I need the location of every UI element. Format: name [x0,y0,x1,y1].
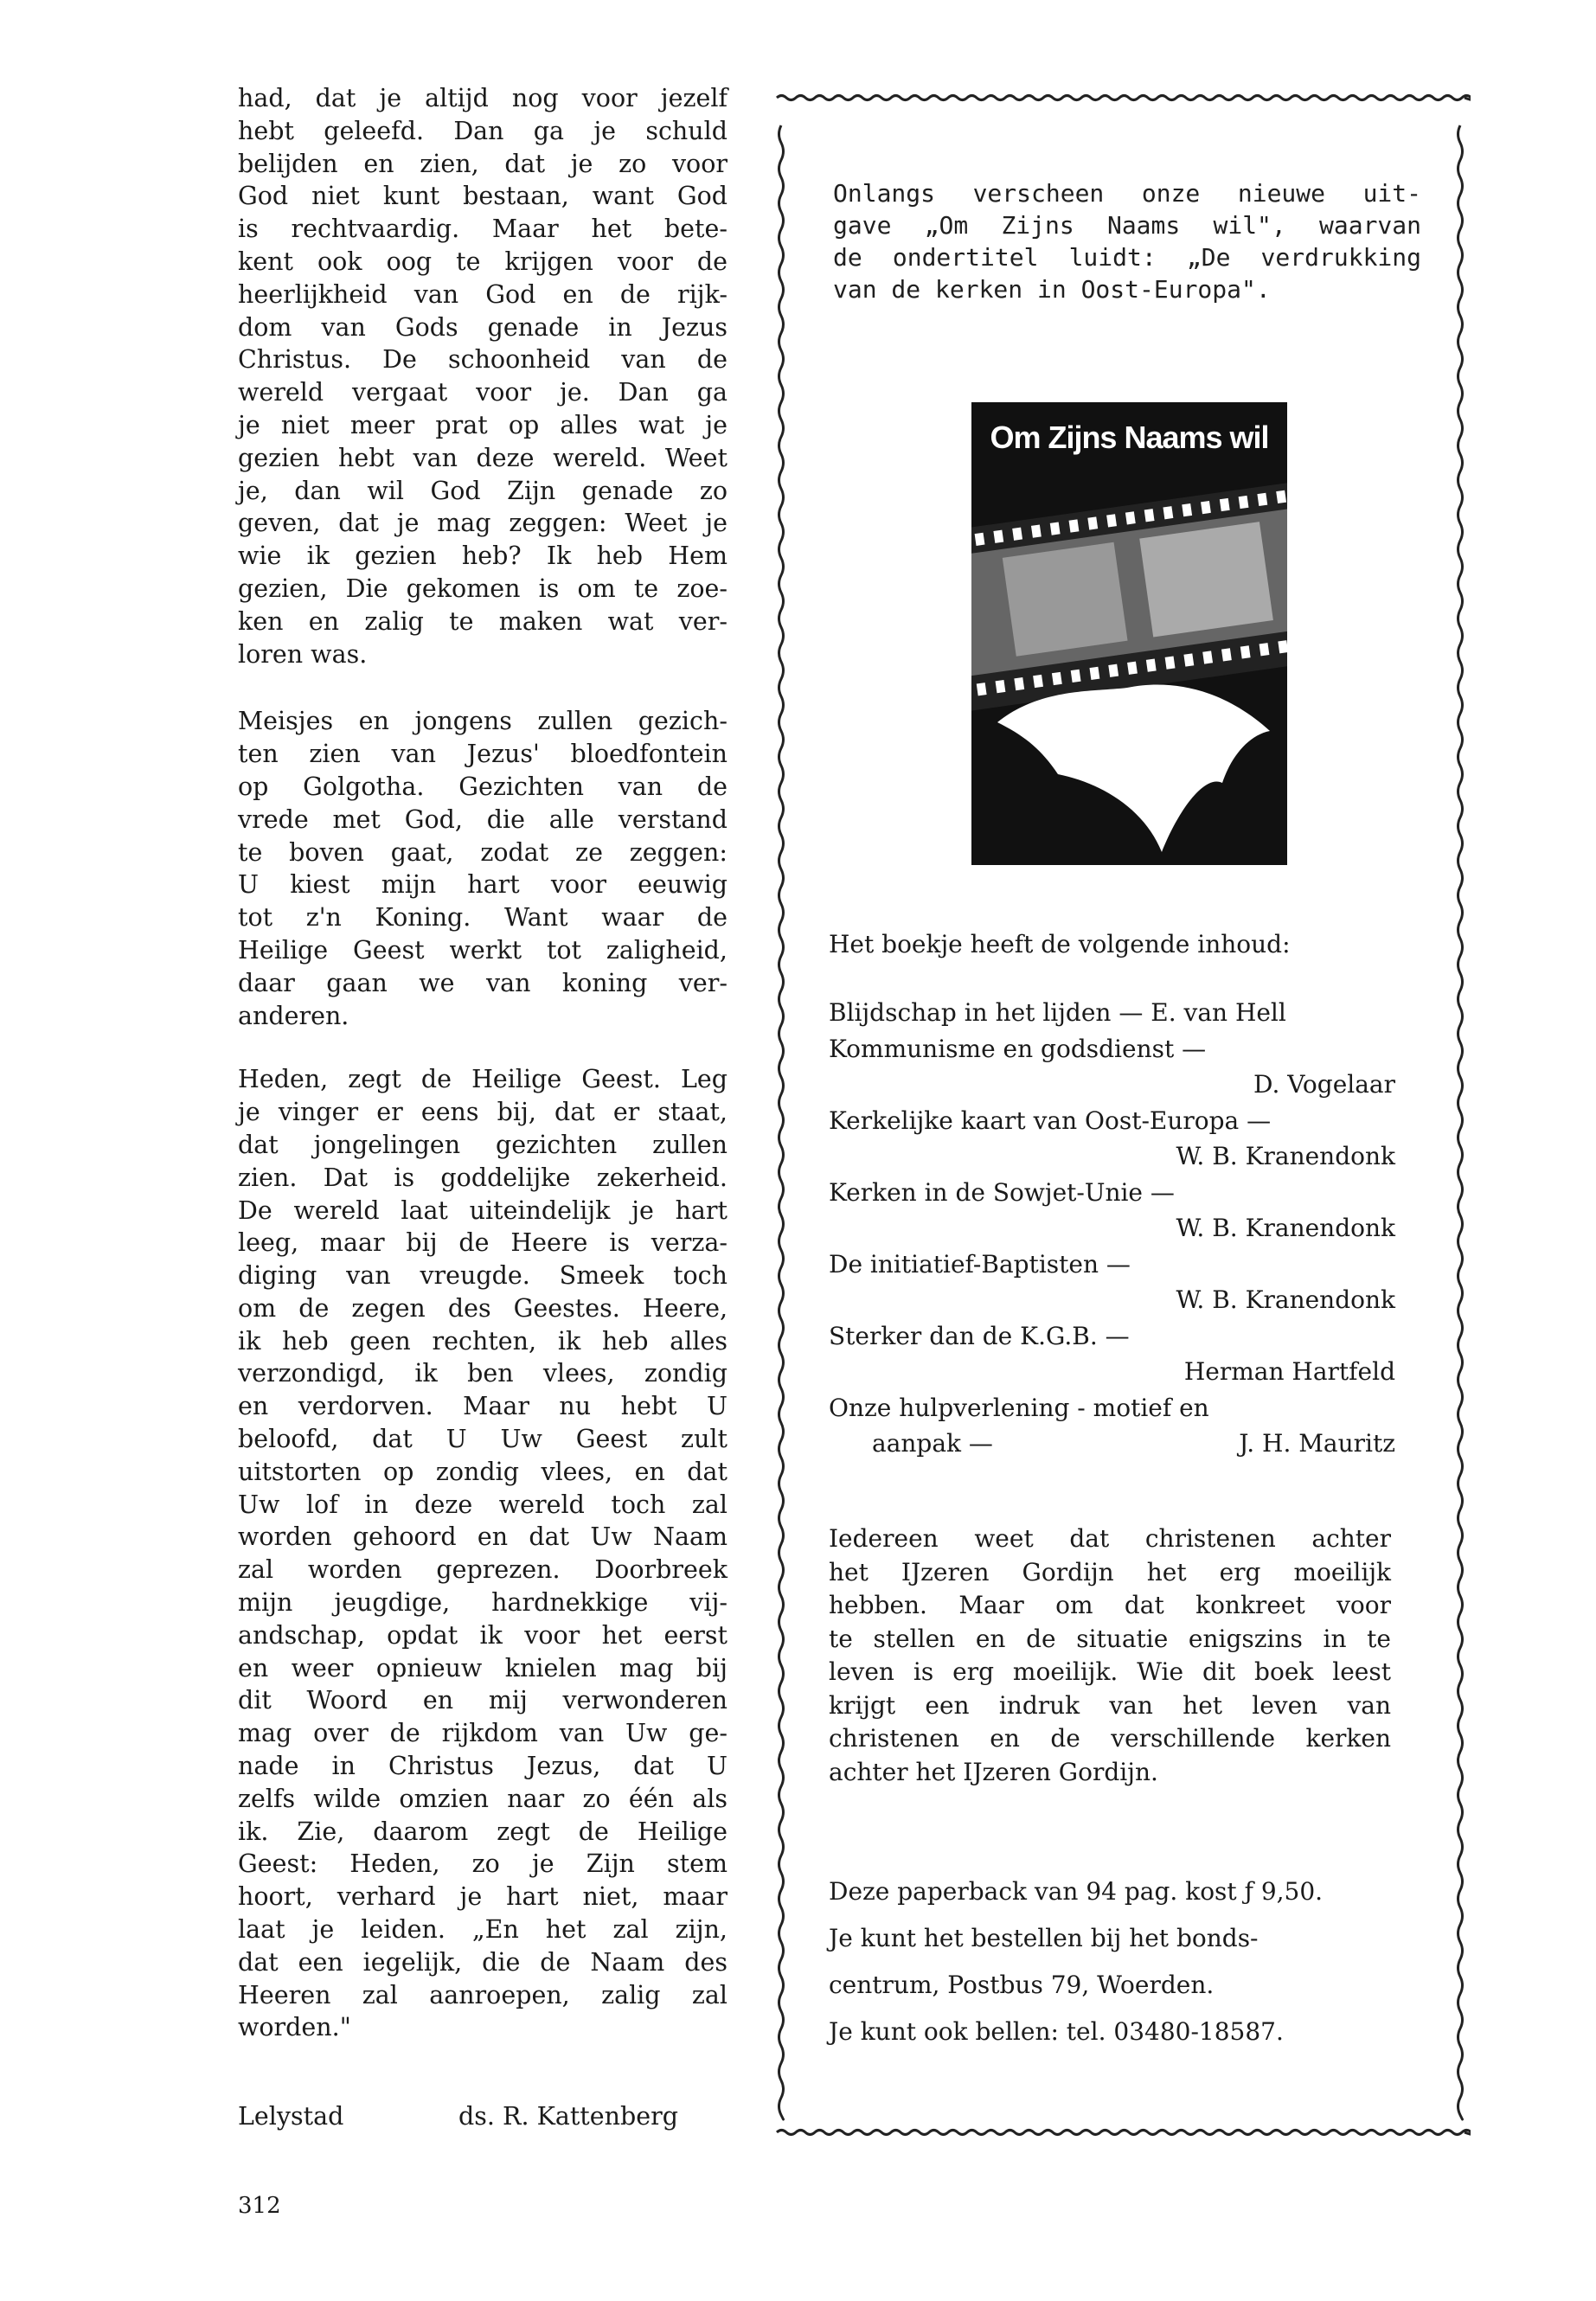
film-strip-illustration [971,402,1287,865]
text-line: nade in Christus Jezus, dat U [238,1752,727,1781]
page-number: 312 [238,2193,281,2219]
text-line: wereld vergaat voor je. Dan ga [238,378,727,407]
paragraph-3 [238,1063,727,2044]
phone-line: Je kunt ook bellen: tel. 03480-18587. [829,2017,1284,2046]
text-line: gezien hebt van deze wereld. Weet [238,443,727,472]
text-line: Iedereen weet dat christenen achter [829,1524,1391,1553]
book-description [829,1522,1391,1789]
text-line: dat jongelingen gezichten zullen [238,1130,727,1159]
text-line: worden gehoord en dat Uw Naam [238,1522,727,1552]
order-info [829,1868,1400,2055]
text-line: gave „Om Zijns Naams wil", waarvan [833,211,1421,240]
text-line: worden." [238,2013,351,2042]
text-line: Heilige Geest werkt tot zaligheid, [238,935,727,965]
text-line: leven is erg moeilijk. Wie dit boek leest [829,1657,1391,1686]
text-line: Uw lof in deze wereld toch zal [238,1490,727,1519]
text-line: mijn jeugdige, hardnekkige vij- [238,1588,727,1618]
text-line: belijden en zien, dat je zo voor [238,149,727,178]
text-line: ik. Zie, daarom zegt de Heilige [238,1817,727,1846]
text-line: achter het IJzeren Gordijn. [829,1757,1158,1786]
text-line: geven, dat je mag zeggen: Weet je [238,509,727,538]
toc-entry-author: Herman Hartfeld [1183,1357,1395,1386]
text-line: gezien, Die gekomen is om te zoe- [238,574,727,603]
paragraph-2 [238,705,727,1032]
toc-entry-author: J. H. Mauritz [1239,1429,1395,1458]
toc-entry-author: D. Vogelaar [1253,1070,1395,1099]
text-line: Onlangs verscheen onze nieuwe uit- [833,179,1421,208]
text-line: zien. Dat is goddelijke zekerheid. [238,1163,727,1192]
text-line: Meisjes en jongens zullen gezich- [238,707,727,736]
text-line: leeg, maar bij de Heere is verza- [238,1228,727,1258]
text-line: christenen en de verschillende kerken [829,1724,1391,1753]
text-line: had, dat je altijd nog voor jezelf [238,84,727,112]
text-line: diging van vreugde. Smeek toch [238,1261,727,1291]
text-line: Geest: Heden, zo je Zijn stem [238,1849,727,1879]
book-cover-title: Om Zijns Naams wil [990,420,1269,455]
text-line: is rechtvaardig. Maar het bete- [238,215,727,244]
toc-entry-title: Onze hulpverlening - motief en [829,1393,1209,1422]
text-line: hebben. Maar om dat konkreet voor [829,1591,1391,1619]
toc-entry-title: aanpak — [872,1429,993,1458]
text-line: zelfs wilde omzien naar zo één als [238,1784,727,1813]
article-column [238,82,727,2044]
contents-heading: Het boekje heeft de volgende inhoud: [829,930,1291,958]
order-line-2: centrum, Postbus 79, Woerden. [829,1971,1215,1999]
text-line: en verdorven. Maar nu hebt U [238,1392,727,1421]
advertisement-box [772,91,1471,2141]
text-line: van de kerken in Oost-Europa". [833,275,1271,304]
toc-entry-title: Sterker dan de K.G.B. — [829,1321,1130,1350]
text-line: U kiest mijn hart voor eeuwig [238,870,727,900]
text-line: De wereld laat uiteindelijk je hart [238,1195,727,1225]
paragraph-1 [238,82,727,670]
text-line: de ondertitel luidt: „De verdrukking [833,243,1421,272]
order-line-1: Je kunt het bestellen bij het bonds- [829,1924,1259,1952]
toc-entry-title: Blijdschap in het lijden — E. van Hell [829,998,1286,1027]
text-line: je niet meer prat op alles wat je [238,410,727,439]
signature-place: Lelystad [238,2102,344,2131]
text-line: zal worden geprezen. Doorbreek [238,1555,727,1585]
text-line: ik heb geen rechten, ik heb alles [238,1326,727,1356]
toc-entry-title: Kommunisme en godsdienst — [829,1034,1207,1063]
text-line: Heden, zegt de Heilige Geest. Leg [238,1065,727,1094]
text-line: en weer opnieuw knielen mag bij [238,1653,727,1682]
toc-entry-title: Kerken in de Sowjet-Unie — [829,1177,1175,1207]
book-cover-image [971,402,1287,865]
text-line: hoort, verhard je hart niet, maar [238,1882,727,1912]
signature-author: ds. R. Kattenberg [458,2102,678,2131]
price-line: Deze paperback van 94 pag. kost ƒ 9,50. [829,1877,1324,1906]
text-line: beloofd, dat U Uw Geest zult [238,1425,727,1454]
text-line: je vinger er eens bij, dat er staat, [238,1098,727,1127]
text-line: je, dan wil God Zijn genade zo [238,476,727,505]
table-of-contents [829,995,1395,1462]
text-line: te boven gaat, zodat ze zeggen: [238,837,727,867]
text-line: ken en zalig te maken wat ver- [238,606,727,636]
toc-entry-author: W. B. Kranendonk [1176,1285,1395,1314]
toc-entry-title: Kerkelijke kaart van Oost-Europa — [829,1106,1272,1135]
text-line: krijgt een indruk van het leven van [829,1690,1391,1720]
toc-entry-title: De initiatief-Baptisten — [829,1249,1131,1279]
toc-entry-author: W. B. Kranendonk [1176,1142,1395,1170]
text-line: het IJzeren Gordijn het erg moeilijk [829,1557,1391,1586]
text-line: uitstorten op zondig vlees, en dat [238,1457,727,1486]
text-line: om de zegen des Geestes. Heere, [238,1293,727,1323]
text-line: Heeren zal aanroepen, zalig zal [238,1980,727,2009]
text-line: mag over de rijkdom van Uw ge- [238,1719,727,1748]
text-line: heerlijkheid van God en de rijk- [238,279,727,309]
ad-intro [833,177,1421,305]
toc-last-line [829,1426,1395,1462]
text-line: dat een iegelijk, die de Naam des [238,1947,727,1977]
text-line: laat je leiden. „En het zal zijn, [238,1915,727,1945]
text-line: te stellen en de situatie enigszins in te [829,1624,1391,1653]
text-line: verzondigd, ik ben vlees, zondig [238,1359,727,1388]
text-line: loren was. [238,639,368,669]
toc-entry-author: W. B. Kranendonk [1176,1214,1395,1242]
text-line: andschap, opdat ik voor het eerst [238,1620,727,1650]
text-line: ten zien van Jezus' bloedfontein [238,740,727,769]
text-line: kent ook oog te krijgen voor de [238,247,727,276]
text-line: op Golgotha. Gezichten van de [238,772,727,801]
text-line: vrede met God, die alle verstand [238,804,727,834]
text-line: Christus. De schoonheid van de [238,345,727,375]
text-line: tot z'n Koning. Want waar de [238,903,727,933]
text-line: wie ik gezien heb? Ik heb Hem [238,542,727,571]
text-line: daar gaan we van koning ver- [238,968,727,997]
text-line: anderen. [238,1001,349,1030]
text-line: dom van Gods genade in Jezus [238,312,727,342]
text-line: God niet kunt bestaan, want God [238,182,727,211]
text-line: dit Woord en mij verwonderen [238,1686,727,1715]
text-line: hebt geleefd. Dan ga je schuld [238,116,727,145]
